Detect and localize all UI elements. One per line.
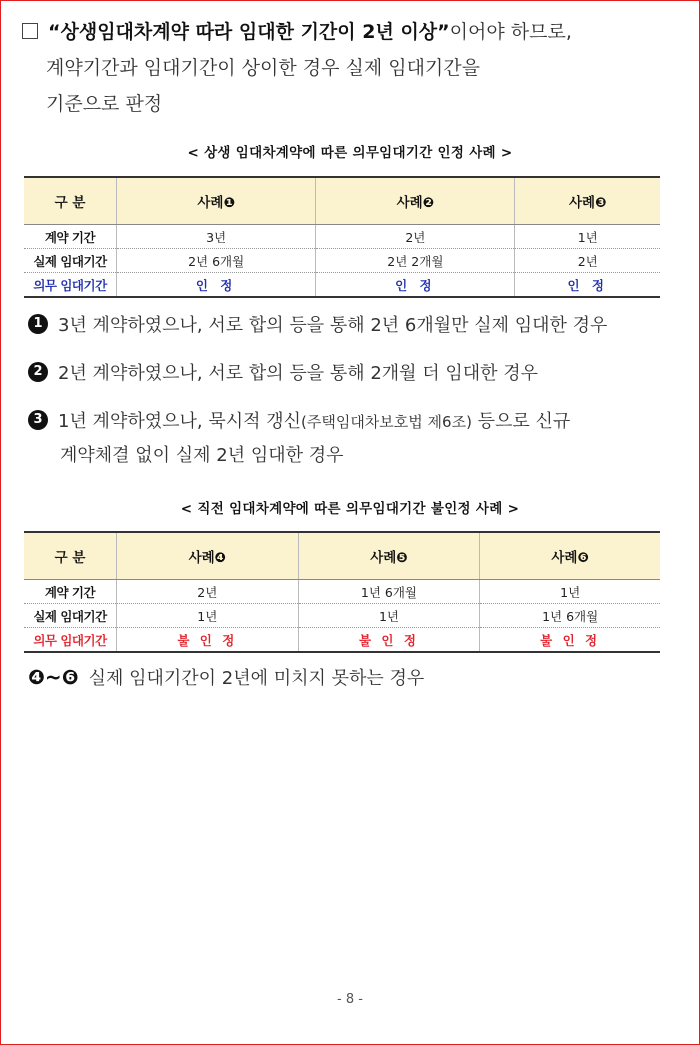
case-3-law-reference: (주택임대차보호법 제6조) — [301, 413, 472, 431]
circled-2-icon: 2 — [28, 362, 48, 382]
table-cell: 1년 6개월 — [298, 580, 480, 604]
case-2-text: 2년 계약하였으나, 서로 합의 등을 통해 2개월 더 임대한 경우 — [58, 363, 539, 384]
recognized-cases-table — [24, 176, 660, 298]
cases-4-6-note — [28, 660, 424, 696]
header-case-1: 사례❶ — [117, 177, 316, 225]
table-row — [24, 580, 660, 604]
table-cell — [316, 273, 515, 298]
row-label-actual-period: 실제 임대기간 — [24, 249, 117, 273]
table-row — [24, 628, 660, 653]
header-case-4: 사례❹ — [117, 532, 299, 580]
table-cell: 1년 — [298, 604, 480, 628]
table-header-row — [24, 532, 660, 580]
section1-caption: < 상생 임대차계약에 따른 의무임대기간 인정 사례 > — [187, 145, 513, 161]
table-cell — [480, 628, 660, 653]
intro-paragraph — [22, 14, 572, 122]
table-row — [24, 249, 660, 273]
row-label-mandatory-period: 의무 임대기간 — [24, 273, 117, 298]
case-2-description — [28, 357, 538, 391]
checkbox-bullet-icon — [22, 23, 38, 39]
intro-quote: “상생임대차계약 따라 임대한 기간이 2년 이상” — [48, 21, 450, 43]
table-row — [24, 604, 660, 628]
row-label-contract-period: 계약 기간 — [24, 580, 117, 604]
table-cell: 1년 6개월 — [480, 604, 660, 628]
header-category: 구 분 — [24, 532, 117, 580]
table-cell: 1년 — [515, 225, 660, 249]
result-not-recognized: 불 인 정 — [177, 632, 238, 648]
case-3-text-line2: 계약체결 없이 실제 2년 임대한 경우 — [60, 445, 344, 466]
header-case-5: 사례❺ — [298, 532, 480, 580]
table-cell: 2년 — [117, 580, 299, 604]
result-not-recognized: 불 인 정 — [358, 632, 419, 648]
result-not-recognized: 불 인 정 — [540, 632, 601, 648]
header-case-6: 사례❻ — [480, 532, 660, 580]
page-number: - 8 - — [337, 992, 363, 1007]
table-cell: 1년 — [117, 604, 299, 628]
row-label-actual-period: 실제 임대기간 — [24, 604, 117, 628]
table-header-row — [24, 177, 660, 225]
case-3-description — [28, 405, 570, 473]
case-3-text-a: 1년 계약하였으나, 묵시적 갱신 — [58, 411, 301, 432]
table-cell — [298, 628, 480, 653]
table-cell — [515, 273, 660, 298]
table-row — [24, 273, 660, 298]
table-cell: 3년 — [117, 225, 316, 249]
header-case-3: 사례❸ — [515, 177, 660, 225]
case-1-text: 3년 계약하였으나, 서로 합의 등을 통해 2년 6개월만 실제 임대한 경우 — [58, 315, 608, 336]
table-row — [24, 225, 660, 249]
section2-caption: < 직전 임대차계약에 따른 의무임대기간 불인정 사례 > — [180, 501, 520, 517]
result-recognized: 인 정 — [195, 277, 237, 293]
intro-line-2: 계약기간과 임대기간이 상이한 경우 실제 임대기간을 — [46, 57, 480, 79]
row-label-mandatory-period: 의무 임대기간 — [24, 628, 117, 653]
table-cell — [117, 273, 316, 298]
header-case-2: 사례❷ — [316, 177, 515, 225]
case-3-text-b: 등으로 신규 — [471, 411, 571, 432]
header-category: 구 분 — [24, 177, 117, 225]
table-cell: 2년 2개월 — [316, 249, 515, 273]
unrecognized-cases-table — [24, 531, 660, 653]
case-1-description — [28, 309, 607, 343]
intro-line-3: 기준으로 판정 — [46, 93, 163, 115]
table-cell: 2년 6개월 — [117, 249, 316, 273]
result-recognized: 인 정 — [567, 277, 608, 293]
table-cell: 1년 — [480, 580, 660, 604]
circled-3-icon: 3 — [28, 410, 48, 430]
circled-1-icon: 1 — [28, 314, 48, 334]
table-cell: 2년 — [316, 225, 515, 249]
circled-4-6-icon: ❹~❻ — [28, 665, 79, 689]
result-recognized: 인 정 — [395, 277, 436, 293]
row-label-contract-period: 계약 기간 — [24, 225, 117, 249]
cases-4-6-text: 실제 임대기간이 2년에 미치지 못하는 경우 — [88, 668, 425, 689]
intro-line-1 — [22, 14, 572, 50]
intro-line1-rest: 이어야 하므로, — [449, 21, 572, 43]
table-cell: 2년 — [515, 249, 660, 273]
table-cell — [117, 628, 299, 653]
